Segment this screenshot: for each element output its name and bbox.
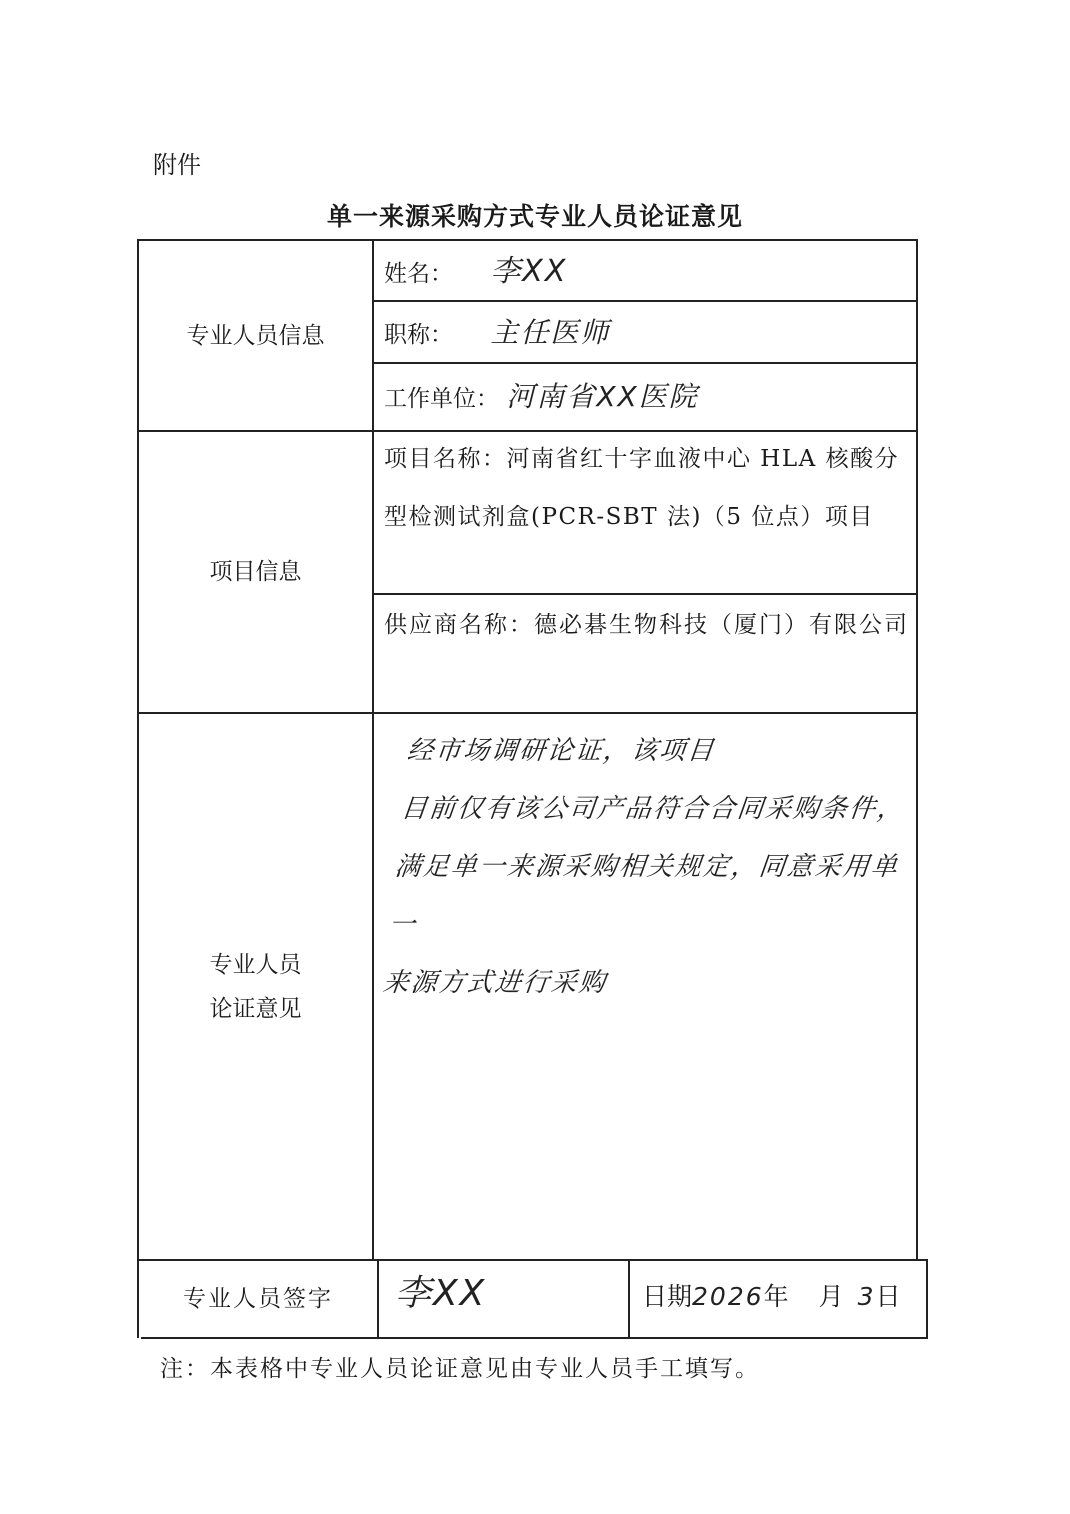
work-unit-handwritten: 河南省XX医院 <box>506 380 699 413</box>
work-unit-label: 工作单位： <box>384 386 499 412</box>
opinion-label <box>139 714 372 1259</box>
signature-label-text: 专业人员签字 <box>183 1286 333 1312</box>
footnote: 注：本表格中专业人员论证意见由专业人员手工填写。 <box>160 1356 760 1382</box>
supplier-label: 供应商名称： <box>384 612 534 638</box>
opinion-line: 经市场调研论证，该项目 <box>405 736 717 766</box>
document-title: 单一来源采购方式专业人员论证意见 <box>326 202 743 231</box>
supplier-value: 德必碁生物科技（厦门）有限公司 <box>534 612 909 638</box>
name-label: 姓名： <box>384 261 453 287</box>
date-month-unit: 月 <box>818 1282 844 1311</box>
opinion-label-line-2: 论证意见 <box>209 995 302 1022</box>
opinion-handwritten <box>380 722 925 1012</box>
project-info-text: 项目信息 <box>209 559 302 585</box>
opinion-line: 来源方式进行采购 <box>381 968 609 998</box>
job-title-row <box>384 304 610 364</box>
work-unit-row <box>384 368 699 428</box>
attachment-label: 附件 <box>153 151 201 179</box>
name-handwritten: 李XX <box>490 254 568 289</box>
job-title-label: 职称： <box>384 322 453 348</box>
project-name-value: 河南省红十字血液中心 HLA 核酸分型检测试剂盒(PCR-SBT 法)（5 位点）项目 <box>384 446 900 530</box>
signature-handwritten: 李XX <box>395 1273 487 1314</box>
project-info-label <box>139 432 372 712</box>
personnel-info-label <box>139 241 372 430</box>
project-name <box>384 430 909 546</box>
opinion-label-line-1: 专业人员 <box>209 951 302 978</box>
job-title-handwritten: 主任医师 <box>490 316 611 349</box>
date-year-unit: 年 <box>763 1282 789 1311</box>
opinion-line: 目前仅有该公司产品符合合同采购条件， <box>399 794 907 824</box>
name-row <box>384 243 567 303</box>
date-year: 2026 <box>692 1282 764 1311</box>
signature-label <box>139 1261 377 1337</box>
personnel-info-text: 专业人员信息 <box>186 322 325 349</box>
date-day: 3 <box>857 1282 876 1311</box>
date-day-unit: 日 <box>875 1282 901 1311</box>
opinion-line: 满足单一来源采购相关规定，同意采用单一 <box>387 852 901 940</box>
date-label: 日期 <box>642 1282 693 1311</box>
supplier-name <box>384 596 909 654</box>
project-name-label: 项目名称： <box>384 446 507 472</box>
date-field <box>642 1268 901 1326</box>
